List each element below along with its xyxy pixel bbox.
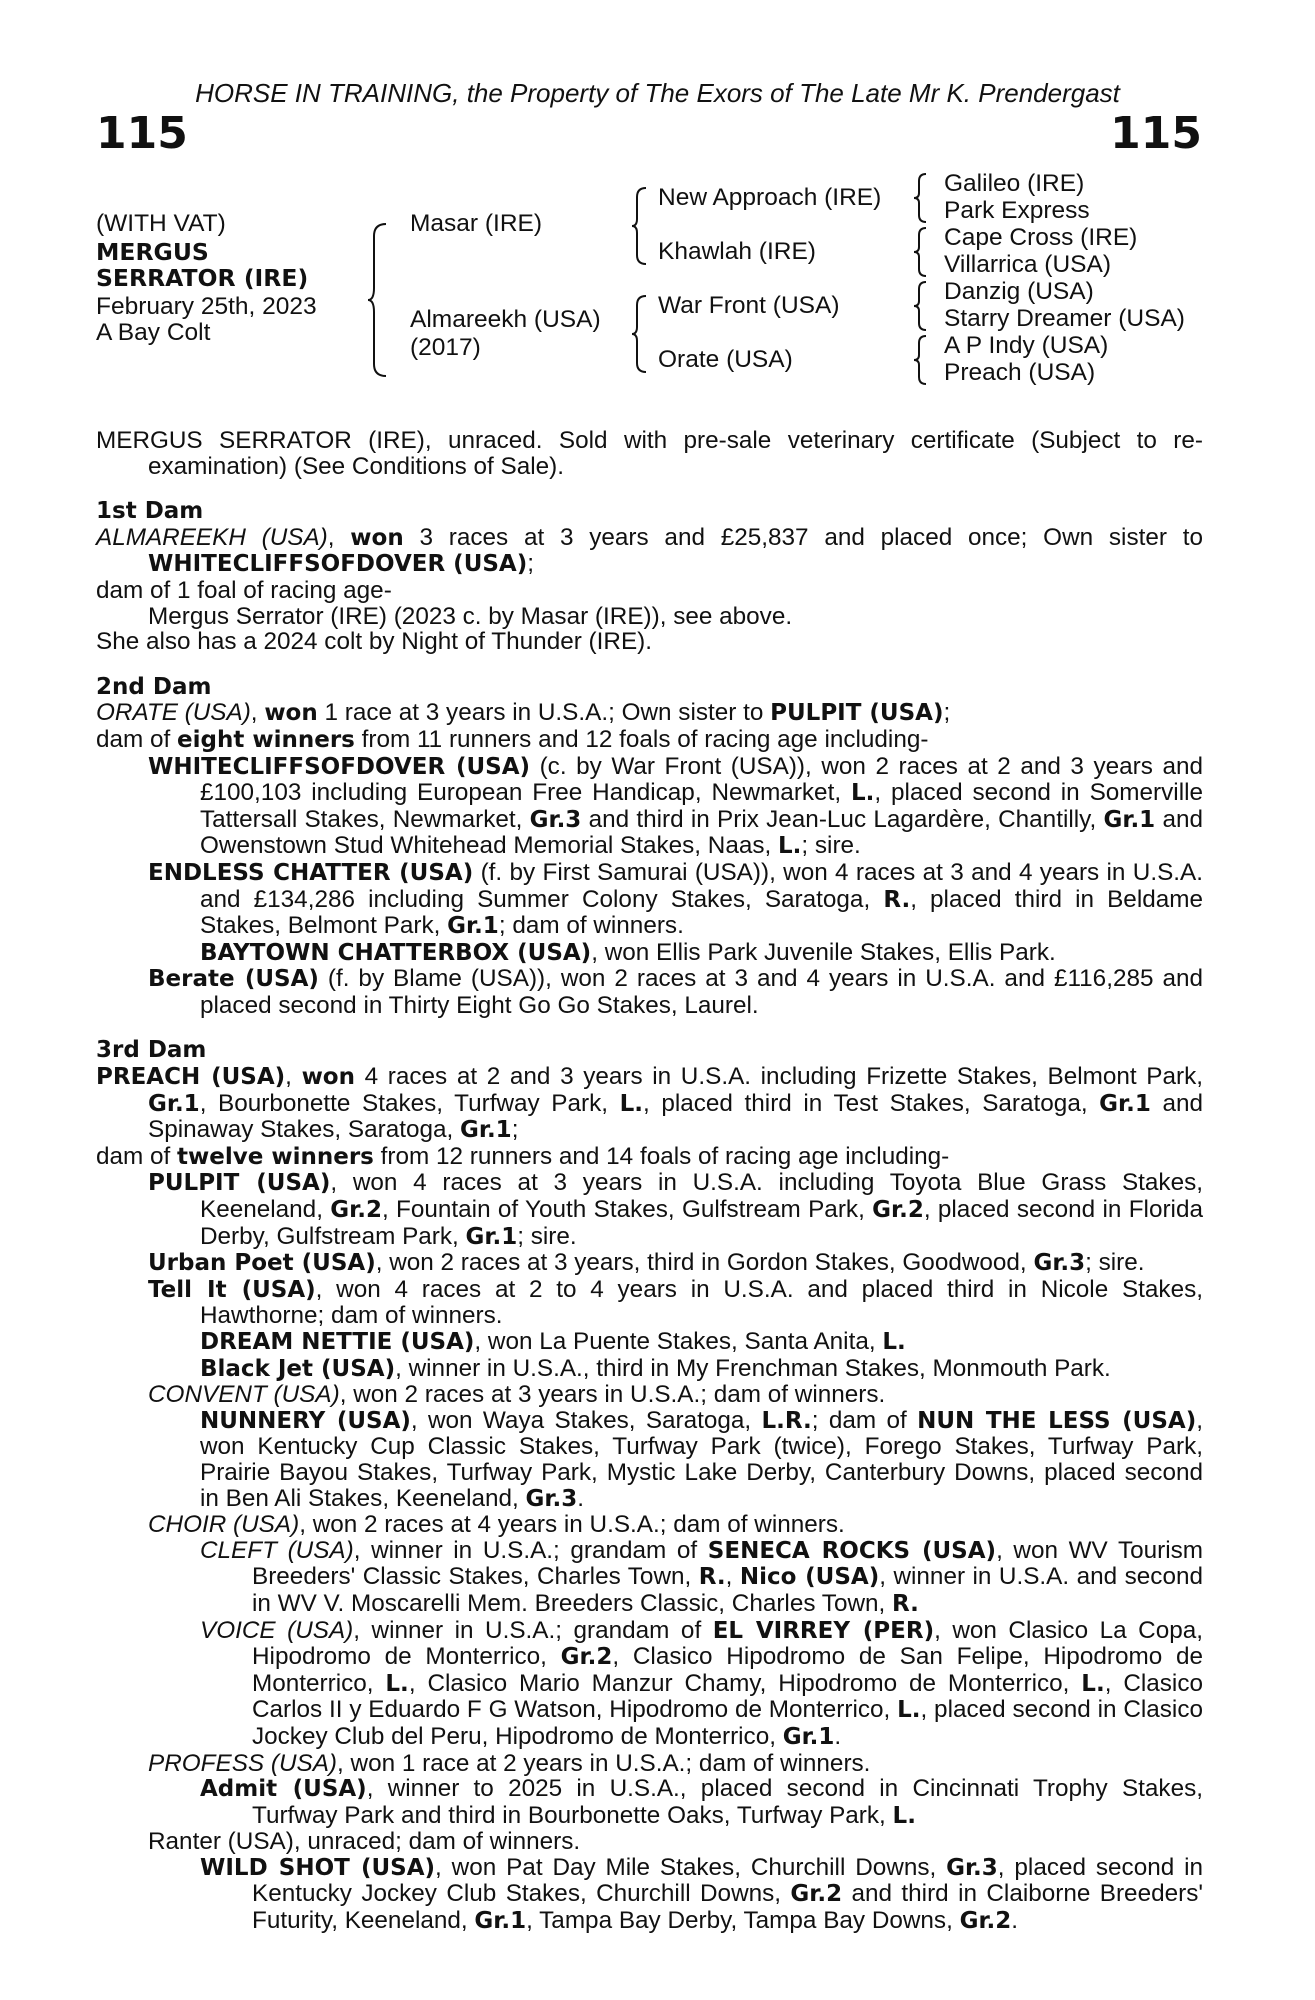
produce-entry: ENDLESS CHATTER (USA) (f. by First Samurai (USA)), won 4 races at 3 and 4 years in U.S.A. and £134,286 including Summer Colony Stakes, Saratoga, R., placed third in Beldame Stakes, Belmont Park, Gr.1; dam of winners.	[148, 858, 1203, 940]
sire-dam: Khawlah (IRE)	[658, 238, 816, 265]
produce-entry: Ranter (USA), unraced; dam of winners.	[148, 1828, 581, 1856]
produce-entry: WHITECLIFFSOFDOVER (USA) (c. by War Front (USA)), won 2 races at 2 and 3 years and £100,103 including European Free Handicap, Newmarket, L., placed second in Somerville Tattersall Stakes, Newmarket, Gr.3 and third in Prix Jean-Luc Lagardère, Chantilly, Gr.1 and Owenstown Stud Whitehead Memorial Stakes, Naas, L.; sire.	[148, 752, 1203, 860]
produce-entry: CLEFT (USA), winner in U.S.A.; grandam of SENECA ROCKS (USA), won WV Tourism Breeders' Classic Stakes, Charles Town, R., Nico (USA), winner in U.S.A. and second in WV V. Moscarelli Mem. Breeders Classic, Charles Town, R.	[200, 1536, 1203, 1617]
gen3-brace-1	[914, 172, 930, 224]
produce-note: She also has a 2024 colt by Night of Thunder (IRE).	[96, 628, 652, 656]
produce-entry: CONVENT (USA), won 2 races at 3 years in U.S.A.; dam of winners.	[148, 1381, 886, 1409]
dam-sire: War Front (USA)	[658, 292, 840, 319]
dam-entry: ALMAREEKH (USA), won 3 races at 3 years and £25,837 and placed once; Own sister to WHITECLIFFSOFDOVER (USA);	[96, 523, 1203, 578]
produce-entry: Urban Poet (USA), won 2 races at 3 years, third in Gordon Stakes, Goodwood, Gr.3; sire.	[148, 1249, 1145, 1277]
gen3-entry: A P Indy (USA)	[944, 332, 1109, 359]
gen3-brace-4	[914, 334, 930, 386]
first-dam-section	[96, 499, 1203, 655]
dam-year: (2017)	[410, 334, 481, 361]
lot-number-right: 115	[1110, 108, 1202, 159]
produce-entry: Tell It (USA), won 4 races at 2 to 4 years in U.S.A. and placed third in Nicole Stakes, Hawthorne; dam of winners.	[148, 1275, 1203, 1330]
produce-summary: dam of twelve winners from 12 runners and 14 foals of racing age including-	[96, 1142, 950, 1170]
gen3-entry: Galileo (IRE)	[944, 170, 1085, 197]
section-heading: 3rd Dam	[96, 1037, 207, 1064]
dam-entry: ORATE (USA), won 1 race at 3 years in U.S.A.; Own sister to PULPIT (USA);	[96, 699, 951, 727]
dam-entry: PREACH (USA), won 4 races at 2 and 3 years in U.S.A. including Frizette Stakes, Belmont Park, Gr.1, Bourbonette Stakes, Turfway Park, L., placed third in Test Stakes, Saratoga, Gr.1 and Spinaway Stakes, Saratoga, Gr.1;	[96, 1063, 1203, 1144]
gen3-entry: Starry Dreamer (USA)	[944, 305, 1185, 332]
sire-parents-brace	[632, 186, 650, 266]
produce-entry: VOICE (USA), winner in U.S.A.; grandam of EL VIRREY (PER), won Clasico La Copa, Hipodromo de Monterrico, Gr.2, Clasico Hipodromo de San Felipe, Hipodromo de Monterrico, L., Clasico Mario Manzur Chamy, Hipodromo de Monterrico, L., Clasico Carlos II y Eduardo F G Watson, Hipodromo de Monterrico, L., placed second in Clasico Jockey Club del Peru, Hipodromo de Monterrico, Gr.1.	[200, 1616, 1203, 1750]
sire-sire: New Approach (IRE)	[658, 184, 882, 211]
foaling-date: February 25th, 2023	[96, 293, 317, 320]
produce-entry: CHOIR (USA), won 2 races at 4 years in U.S.A.; dam of winners.	[148, 1511, 845, 1539]
gen3-entry: Danzig (USA)	[944, 278, 1094, 305]
produce-entry: Black Jet (USA), winner in U.S.A., third in My Frenchman Stakes, Monmouth Park.	[200, 1354, 1111, 1382]
produce-entry: NUNNERY (USA), won Waya Stakes, Saratoga, L.R.; dam of NUN THE LESS (USA), won Kentucky Cup Classic Stakes, Turfway Park (twice), Forego Stakes, Turfway Park, Prairie Bayou Stakes, Turfway Park, Mystic Lake Derby, Canterbury Downs, placed second in Ben Ali Stakes, Keeneland, Gr.3.	[200, 1406, 1203, 1512]
lot-number-left: 115	[96, 108, 188, 159]
produce-entry: Mergus Serrator (IRE) (2023 c. by Masar (IRE)), see above.	[148, 602, 793, 630]
sire: Masar (IRE)	[410, 210, 543, 237]
produce-entry: BAYTOWN CHATTERBOX (USA), won Ellis Park Juvenile Stakes, Ellis Park.	[200, 938, 1056, 966]
horse-name-line2: SERRATOR (IRE)	[96, 264, 309, 292]
horse-description: A Bay Colt	[96, 319, 211, 346]
dam-dam: Orate (USA)	[658, 346, 793, 373]
gen3-entry: Park Express	[944, 197, 1090, 224]
produce-entry: Admit (USA), winner to 2025 in U.S.A., placed second in Cincinnati Trophy Stakes, Turfway Park and third in Bourbonette Oaks, Turfway Park, L.	[200, 1775, 1203, 1829]
produce-entry: DREAM NETTIE (USA), won La Puente Stakes, Santa Anita, L.	[200, 1328, 906, 1355]
gen3-entry: Villarrica (USA)	[944, 251, 1111, 278]
second-dam-section	[96, 675, 1203, 1019]
produce-entry: PULPIT (USA), won 4 races at 3 years in U.S.A. including Toyota Blue Grass Stakes, Keeneland, Gr.2, Fountain of Youth Stakes, Gulfstream Park, Gr.2, placed second in Florida Derby, Gulfstream Park, Gr.1; sire.	[148, 1169, 1203, 1250]
gen3-entry: Preach (USA)	[944, 359, 1096, 386]
third-dam-section	[96, 1038, 1203, 1934]
produce-entry: Berate (USA) (f. by Blame (USA)), won 2 races at 3 and 4 years in U.S.A. and £116,285 and placed second in Thirty Eight Go Go Stakes, Laurel.	[148, 965, 1203, 1019]
section-heading: 1st Dam	[96, 498, 204, 525]
gen3-brace-2	[914, 226, 930, 278]
intro-paragraph: MERGUS SERRATOR (IRE), unraced. Sold with pre-sale veterinary certificate (Subject to re-examination) (See Conditions of Sale).	[96, 427, 1203, 480]
dam-parents-brace	[632, 294, 650, 374]
produce-summary: dam of 1 foal of racing age-	[96, 576, 392, 604]
gen3-entry: Cape Cross (IRE)	[944, 224, 1138, 251]
dam-name: Almareekh (USA)	[410, 306, 601, 333]
horse-name-line1: MERGUS	[96, 238, 209, 266]
vat-note: (WITH VAT)	[96, 210, 226, 237]
produce-entry: PROFESS (USA), won 1 race at 2 years in U.S.A.; dam of winners.	[148, 1749, 871, 1777]
sale-heading: HORSE IN TRAINING, the Property of The Exors of The Late Mr K. Prendergast	[195, 78, 1120, 108]
produce-entry: WILD SHOT (USA), won Pat Day Mile Stakes, Churchill Downs, Gr.3, placed second in Kentucky Jockey Club Stakes, Churchill Downs, Gr.2 and third in Claiborne Breeders' Futurity, Keeneland, Gr.1, Tampa Bay Derby, Tampa Bay Downs, Gr.2.	[200, 1853, 1204, 1935]
catalogue-text	[96, 428, 1203, 1935]
section-heading: 2nd Dam	[96, 673, 212, 700]
produce-summary: dam of eight winners from 11 runners and 12 foals of racing age including-	[96, 725, 929, 753]
gen3-brace-3	[914, 280, 930, 332]
sire-dam-brace	[368, 222, 392, 378]
